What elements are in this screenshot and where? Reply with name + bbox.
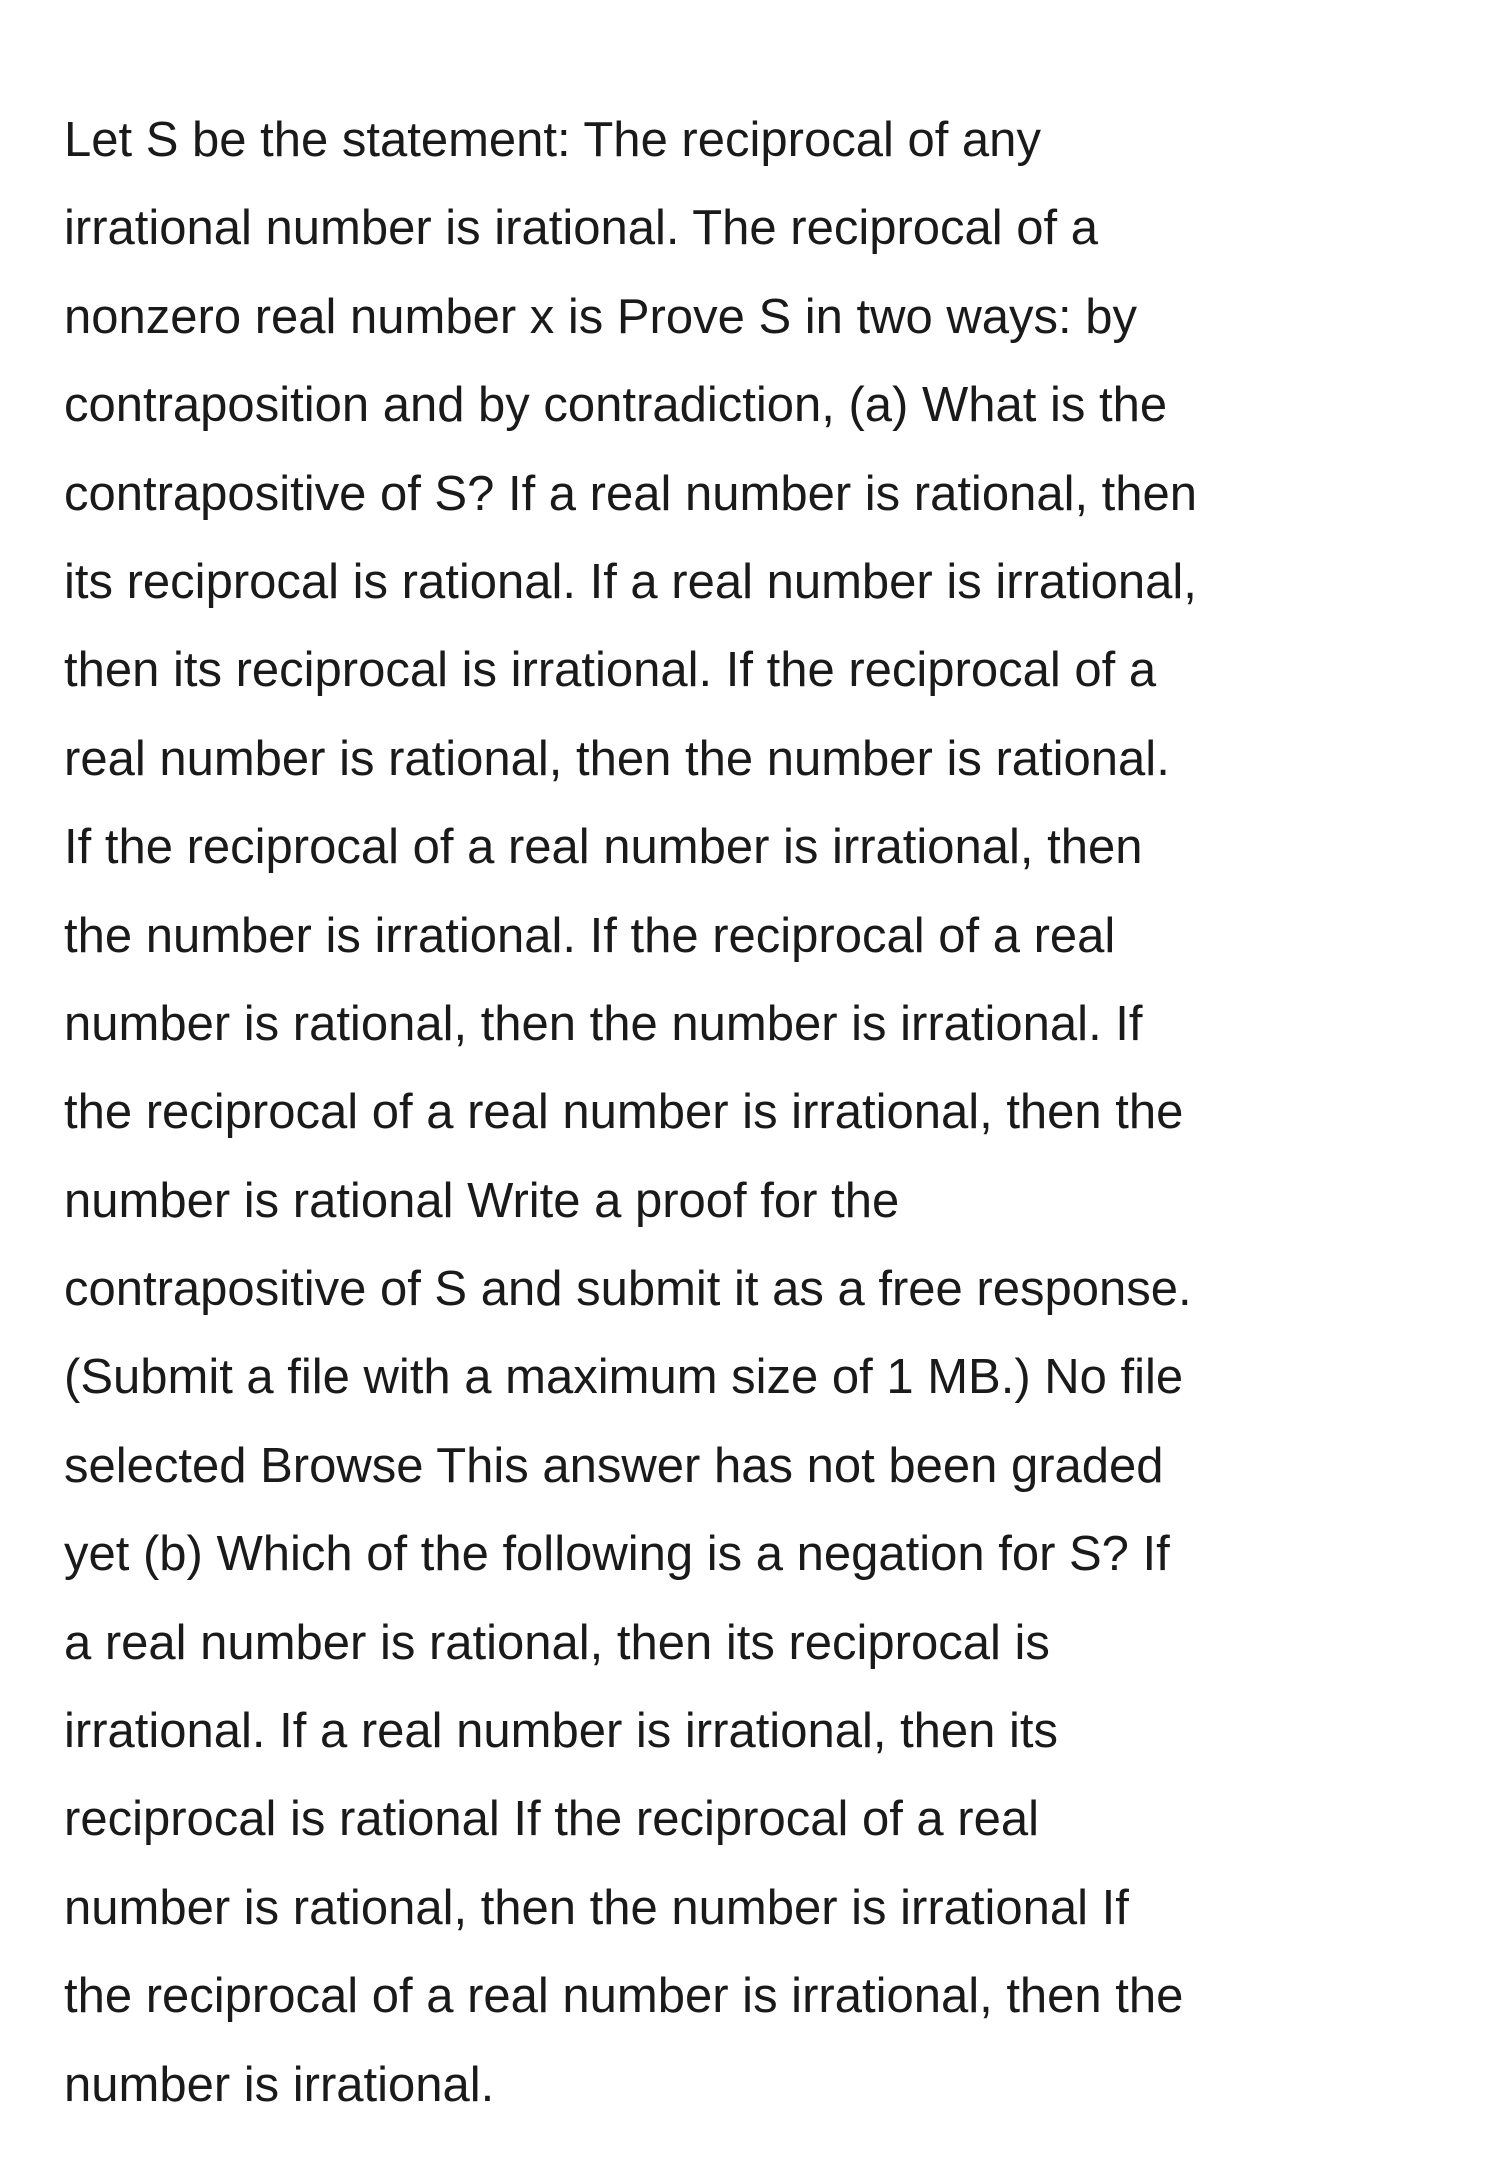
text-line: real number is rational, then the number is rational. <box>64 731 1170 786</box>
text-line: yet (b) Which of the following is a negation for S? If <box>64 1527 1170 1582</box>
text-line: nonzero real number x is Prove S in two ways: by <box>64 289 1138 344</box>
text-line: If the reciprocal of a real number is irrational, then <box>64 820 1143 875</box>
text-line: then its reciprocal is irrational. If the reciprocal of a <box>64 643 1157 698</box>
text-line: selected Browse This answer has not been graded <box>64 1438 1164 1493</box>
text-line: contrapositive of S? If a real number is rational, then <box>64 466 1198 521</box>
text-line: number is rational, then the number is irrational. If <box>64 996 1143 1051</box>
text-line: the number is irrational. If the reciprocal of a real <box>64 908 1116 963</box>
text-line: reciprocal is rational If the reciprocal of a real <box>64 1792 1039 1847</box>
text-line: the reciprocal of a real number is irrational, then the <box>64 1969 1184 2024</box>
text-line: (Submit a file with a maximum size of 1 MB.) No file <box>64 1350 1184 1405</box>
text-line: its reciprocal is rational. If a real number is irrational, <box>64 554 1197 609</box>
text-line: contrapositive of S and submit it as a free response. <box>64 1262 1192 1317</box>
document-body <box>64 96 1464 2129</box>
text-line: a real number is rational, then its reciprocal is <box>64 1615 1050 1670</box>
text-line: number is rational Write a proof for the <box>64 1173 900 1228</box>
text-line: number is rational, then the number is irrational If <box>64 1880 1129 1935</box>
text-line: Let S be the statement: The reciprocal of any <box>64 113 1041 167</box>
text-line: irrational. If a real number is irrational, then its <box>64 1704 1059 1759</box>
text-line: number is irrational. <box>64 2057 495 2112</box>
text-line: contraposition and by contradiction, (a) What is the <box>64 378 1168 433</box>
text-line: the reciprocal of a real number is irrational, then the <box>64 1085 1184 1140</box>
text-line: irrational number is irational. The reciprocal of a <box>64 201 1099 256</box>
